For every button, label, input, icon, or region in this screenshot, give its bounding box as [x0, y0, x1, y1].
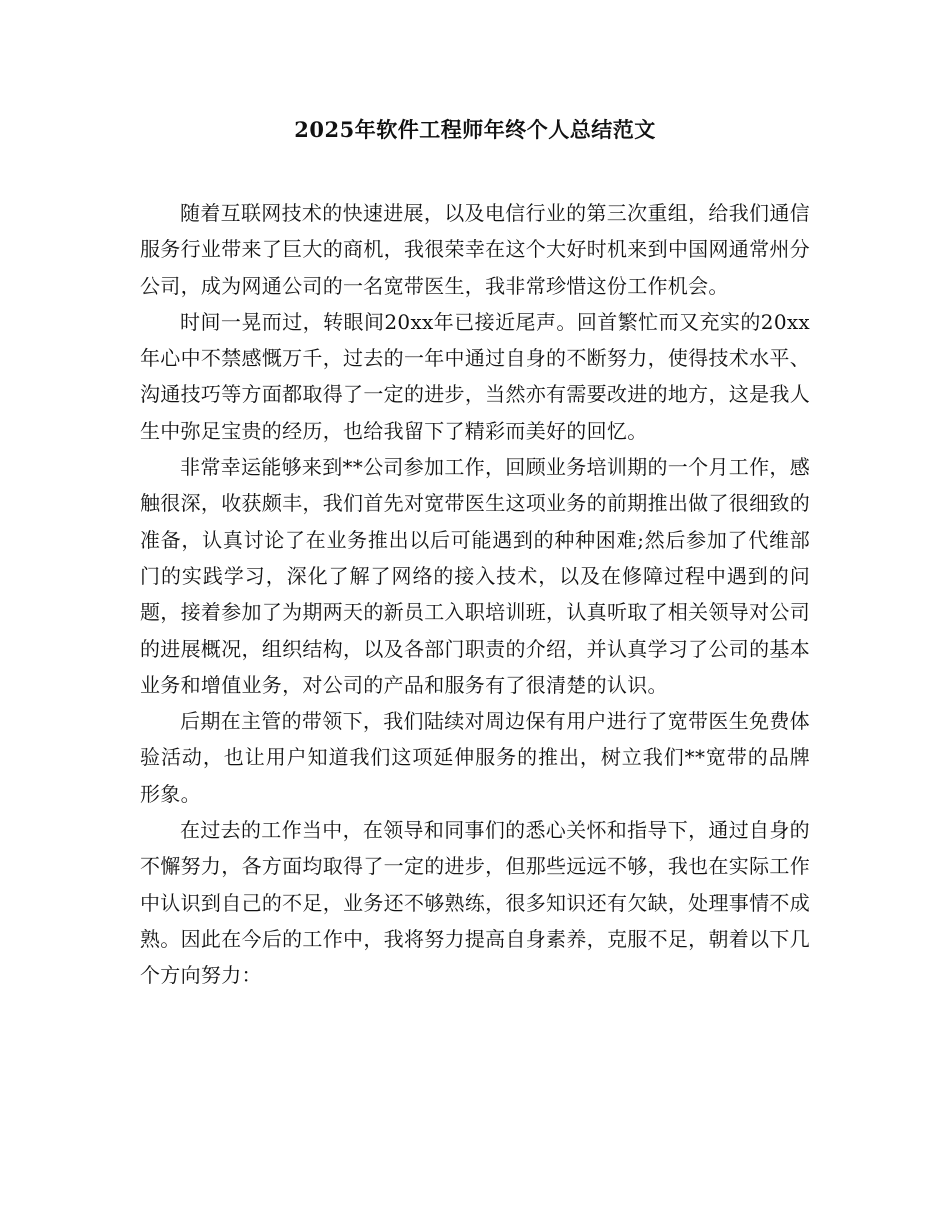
paragraph-2: 时间一晃而过，转眼间20xx年已接近尾声。回首繁忙而又充实的20xx年心中不禁感慨万千，过去的一年中通过自身的不断努力，使得技术水平、沟通技巧等方面都取得了一定的进步，当然亦有需要改进的地方，这是我人生中弥足宝贵的经历，也给我留下了精彩而美好的回忆。	[140, 309, 810, 443]
paragraph-3: 非常幸运能够来到**公司参加工作，回顾业务培训期的一个月工作，感触很深，收获颇丰，我们首先对宽带医生这项业务的前期推出做了很细致的准备，认真讨论了在业务推出以后可能遇到的种种困难;然后参加了代维部门的实践学习，深化了解了网络的接入技术，以及在修障过程中遇到的问题，接着参加了为期两天的新员工入职培训班，认真听取了相关领导对公司的进展概况，组织结构，以及各部门职责的介绍，并认真学习了公司的基本业务和增值业务，对公司的产品和服务有了很清楚的认识。	[140, 455, 810, 697]
document-body	[140, 195, 810, 994]
paragraph-4: 后期在主管的带领下，我们陆续对周边保有用户进行了宽带医生免费体验活动，也让用户知道我们这项延伸服务的推出，树立我们**宽带的品牌形象。	[140, 709, 810, 806]
paragraph-1: 随着互联网技术的快速进展，以及电信行业的第三次重组，给我们通信服务行业带来了巨大的商机，我很荣幸在这个大好时机来到中国网通常州分公司，成为网通公司的一名宽带医生，我非常珍惜这份工作机会。	[140, 201, 810, 298]
document-title: 2025年软件工程师年终个人总结范文	[294, 117, 656, 142]
paragraph-5: 在过去的工作当中，在领导和同事们的悉心关怀和指导下，通过自身的不懈努力，各方面均取得了一定的进步，但那些远远不够，我也在实际工作中认识到自己的不足，业务还不够熟练，很多知识还有欠缺，处理事情不成熟。因此在今后的工作中，我将努力提高自身素养，克服不足，朝着以下几个方向努力：	[140, 818, 810, 988]
